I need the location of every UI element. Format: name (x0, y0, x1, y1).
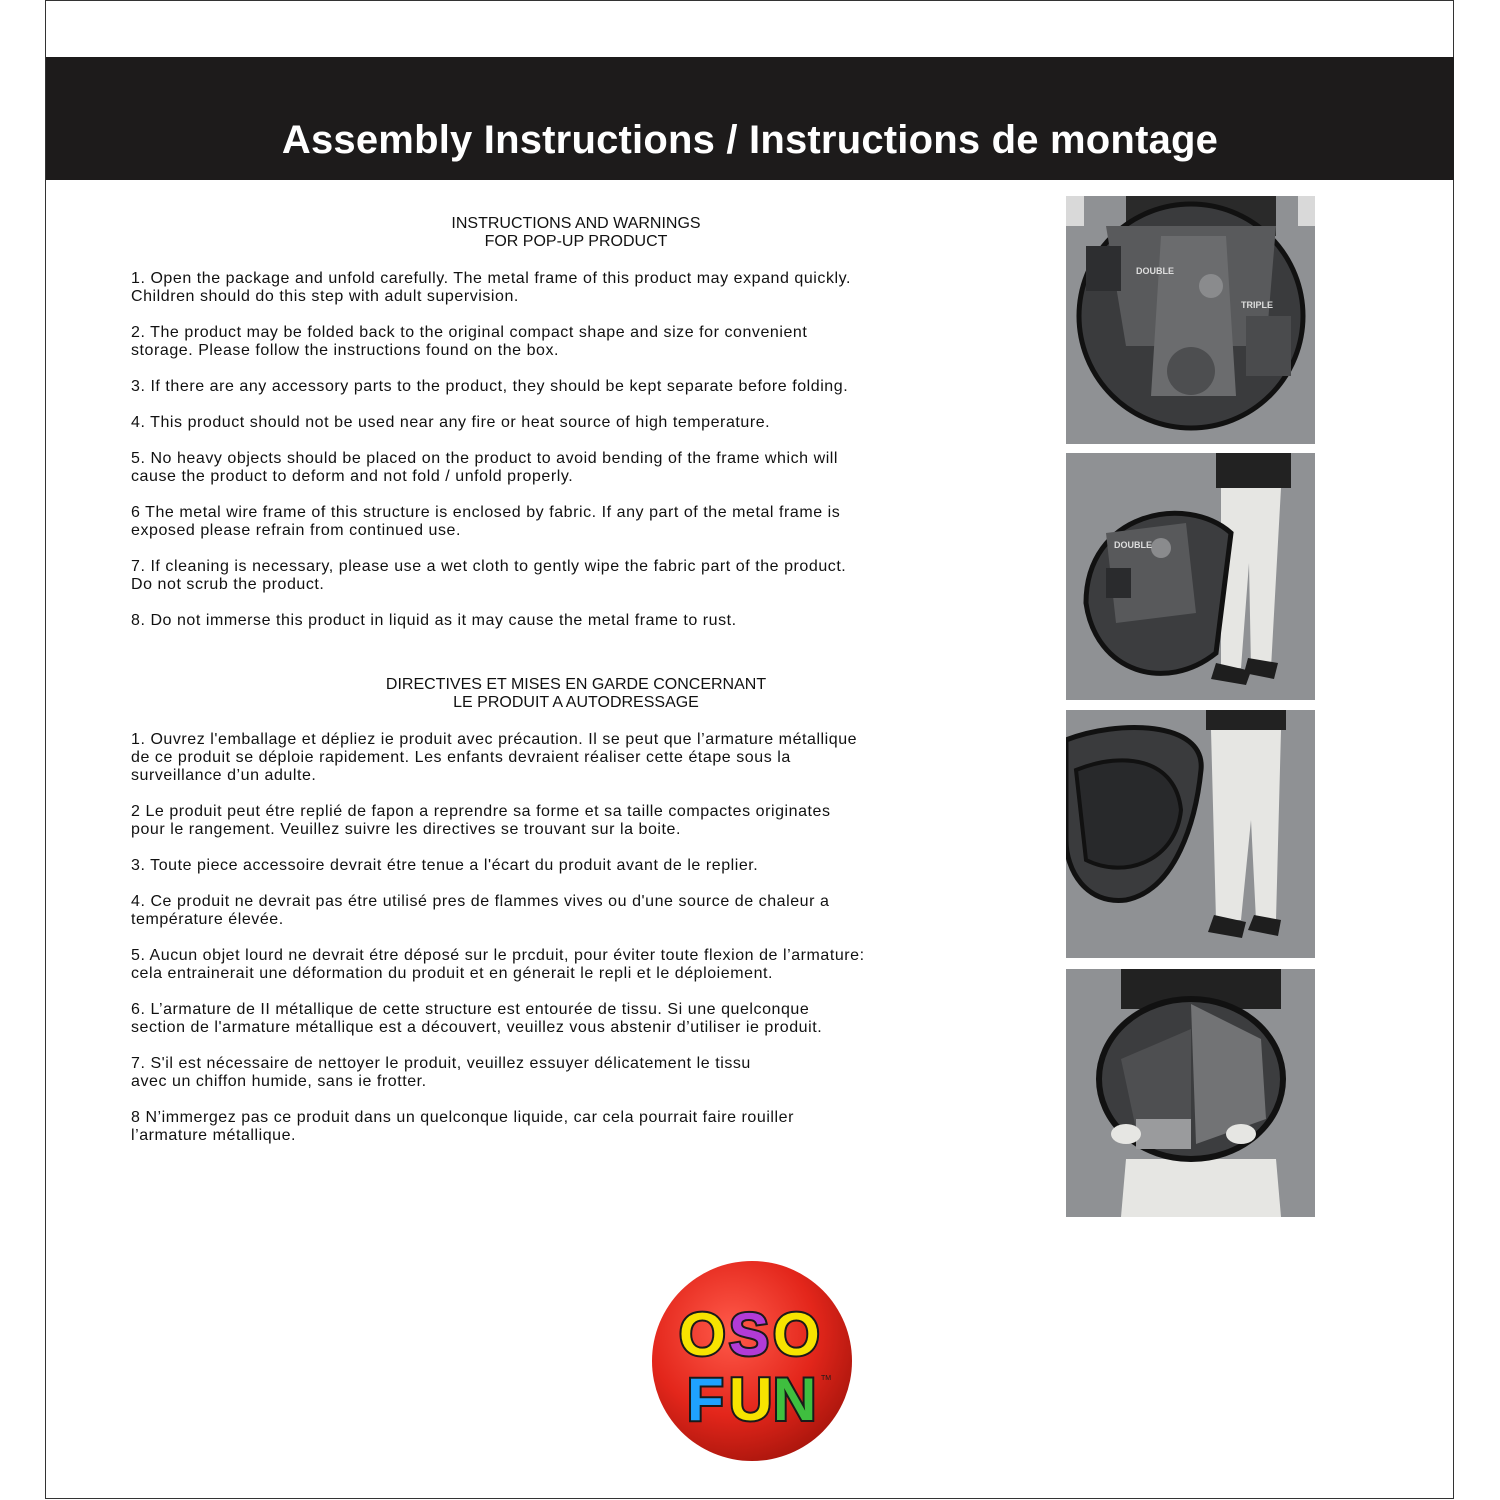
double-target-label: DOUBLE (1136, 266, 1174, 276)
english-instruction-7: 7. If cleaning is necessary, please use a wet cloth to gently wipe the fabric part of the product. Do not scrub the product. (131, 558, 847, 593)
step-photo-twist (1066, 710, 1315, 958)
french-instruction-6: 6. L’armature de II métallique de cette structure est entourée de tissu. Si une quelconque section de l'armature métallique est a découvert, veuillez vous abstenir d’utiliser ie produit. (131, 1001, 823, 1036)
folded-illustration (1066, 969, 1315, 1217)
french-heading-line2: LE PRODUIT A AUTODRESSAGE (453, 694, 699, 711)
english-instruction-2: 2. The product may be folded back to the original compact shape and size for convenient storage. Please follow the instructions found on the box. (131, 324, 808, 359)
logo-letter-s: S (729, 1301, 770, 1368)
english-heading-line2: FOR POP-UP PRODUCT (484, 233, 668, 250)
triple-target-label: TRIPLE (1241, 300, 1274, 310)
open-product-illustration (1066, 196, 1315, 444)
step-photo-fold-begin (1066, 453, 1315, 700)
step-photo-folded (1066, 969, 1315, 1217)
logo-letter-u: U (729, 1366, 773, 1433)
french-instruction-5: 5. Aucun objet lourd ne devrait étre déposé sur le prcduit, pour éviter toute flexion de l’armature: cela entrainerait une déformation du produit et en génerait le repli et le déploiement. (131, 947, 865, 982)
logo-letter-f: F (687, 1366, 724, 1433)
sheet-top-border (45, 0, 1454, 1)
english-instruction-4: 4. This product should not be used near any fire or heat source of high temperature. (131, 414, 771, 431)
english-instruction-5: 5. No heavy objects should be placed on the product to avoid bending of the frame which will cause the product to deform and not fold / unfold properly. (131, 450, 839, 485)
twist-illustration (1066, 710, 1315, 958)
french-instruction-7: 7. S'il est nécessaire de nettoyer le produit, veuillez essuyer délicatement le tissu avec un chiffon humide, sans ie frotter. (131, 1055, 751, 1090)
step-photo-open-product (1066, 196, 1315, 444)
french-section-heading (336, 676, 816, 712)
french-instructions-list (131, 731, 1031, 1163)
english-instruction-1: 1. Open the package and unfold carefully. The metal frame of this product may expand quickly. Children should do this step with adult supervision. (131, 270, 851, 305)
english-heading-line1: INSTRUCTIONS AND WARNINGS (451, 215, 701, 232)
oso-fun-logo (651, 1260, 853, 1462)
logo-letter-n: N (773, 1366, 817, 1433)
title-banner (46, 57, 1454, 180)
french-instruction-8: 8 N’immergez pas ce produit dans un quelconque liquide, car cela pourrait faire rouiller l’armature métallique. (131, 1109, 794, 1144)
french-instruction-3: 3. Toute piece accessoire devrait étre tenue a l'écart du produit avant de le replier. (131, 857, 759, 874)
french-instruction-4: 4. Ce produit ne devrait pas étre utilisé pres de flammes vives ou d'une source de chaleur a température élevée. (131, 893, 830, 928)
english-instruction-8: 8. Do not immerse this product in liquid as it may cause the metal frame to rust. (131, 612, 737, 629)
fold-begin-illustration (1066, 453, 1315, 700)
french-instruction-1: 1. Ouvrez l'emballage et dépliez ie produit avec précaution. Il se peut que l’armature métallique de ce produit se déploie rapidement. Les enfants devraient réaliser cette étape sous la surveillance d’un adulte. (131, 731, 858, 784)
english-instructions-list (131, 270, 1031, 648)
english-instruction-3: 3. If there are any accessory parts to the product, they should be kept separate before folding. (131, 378, 849, 395)
french-instruction-2: 2 Le produit peut étre replié de fapon a reprendre sa forme et sa taille compactes originates pour le rangement. Veuillez suivre les directives se trouvant sur la boite. (131, 803, 831, 838)
logo-trademark: TM (821, 1375, 832, 1382)
double-target-label: DOUBLE (1114, 540, 1152, 550)
logo-letter-o2: O (773, 1301, 820, 1368)
oso-fun-logo-mark (651, 1260, 853, 1462)
french-heading-line1: DIRECTIVES ET MISES EN GARDE CONCERNANT (385, 676, 767, 693)
english-instruction-6: 6 The metal wire frame of this structure is enclosed by fabric. If any part of the metal frame is exposed please refrain from continued use. (131, 504, 841, 539)
page-title: Assembly Instructions / Instructions de montage (281, 118, 1219, 162)
logo-letter-o1: O (679, 1301, 726, 1368)
english-section-heading (376, 215, 776, 251)
